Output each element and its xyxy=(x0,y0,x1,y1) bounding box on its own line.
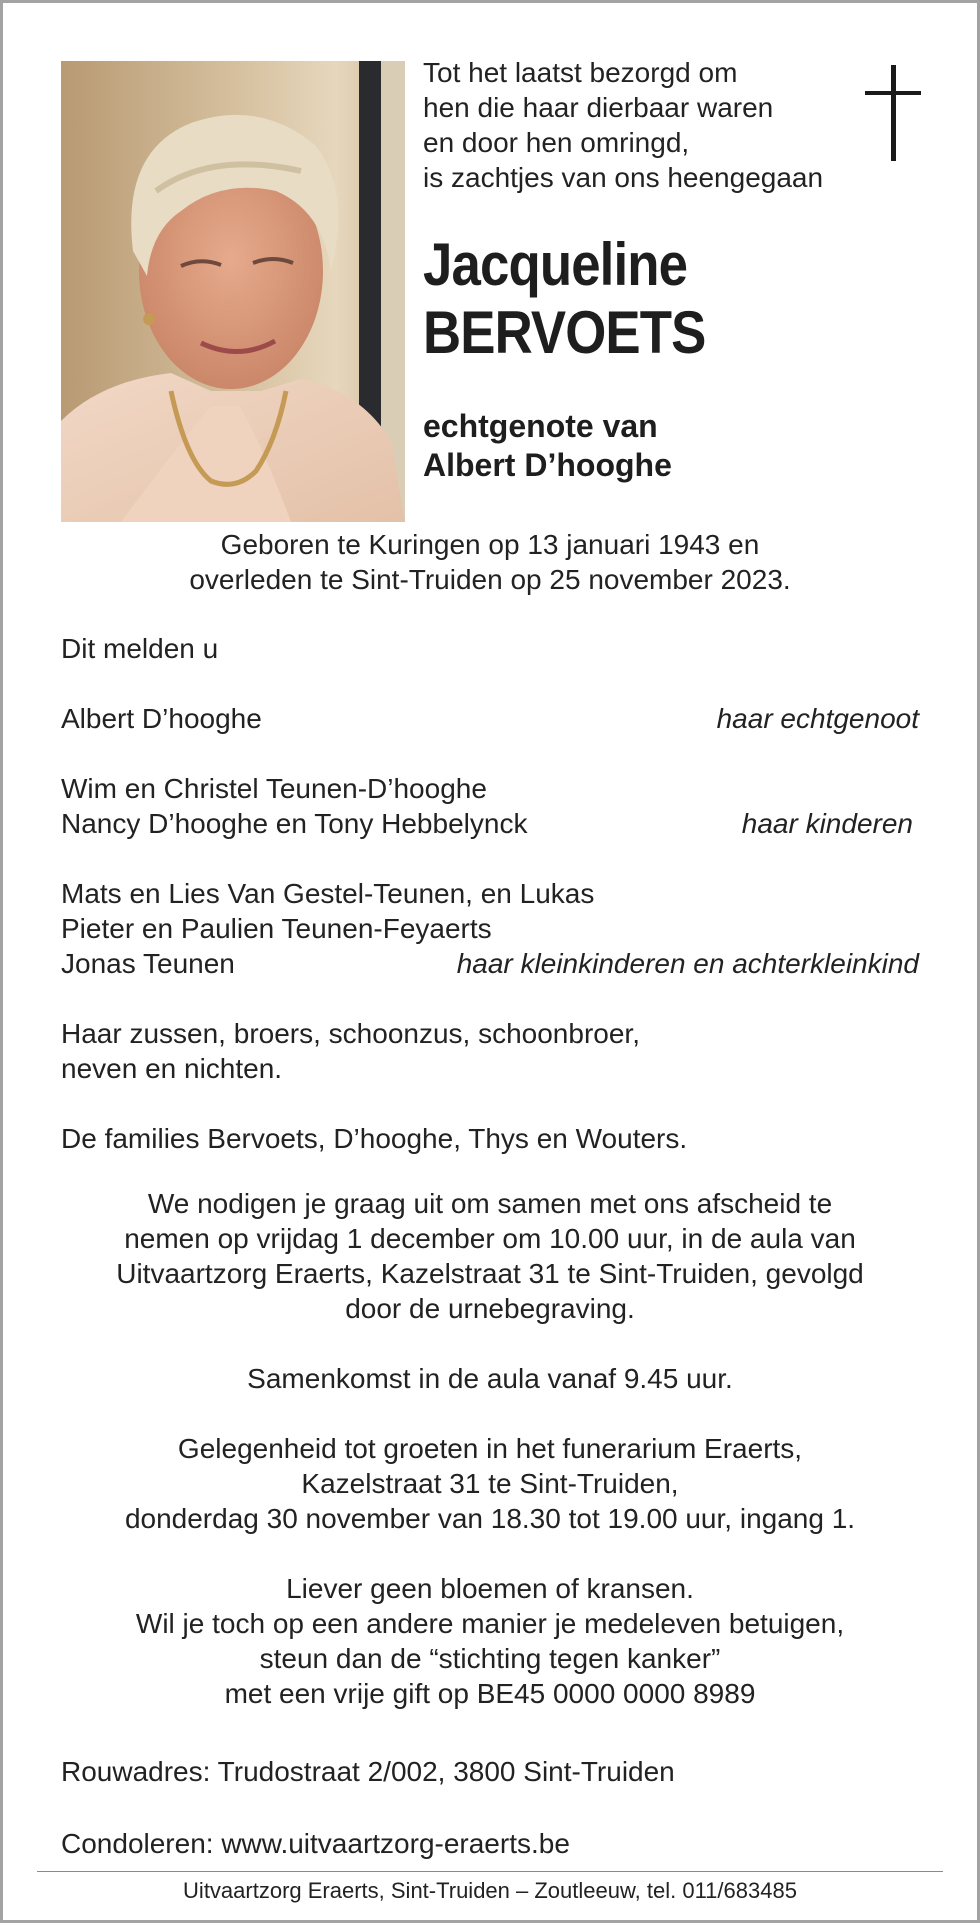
first-name: Jacqueline xyxy=(423,231,688,298)
ceremony-line: door de urnebegraving. xyxy=(345,1293,635,1324)
visitation-line: donderdag 30 november van 18.30 tot 19.00 uur, ingang 1. xyxy=(124,1503,856,1534)
portrait-image xyxy=(61,61,405,522)
families-line: De families Bervoets, D’hooghe, Thys en Wouters. xyxy=(61,1123,688,1154)
visitation-line: Kazelstraat 31 te Sint-Truiden, xyxy=(301,1468,679,1499)
poem-line: hen die haar dierbaar waren xyxy=(423,92,774,123)
portrait-photo xyxy=(61,61,405,522)
latin-cross-icon xyxy=(865,65,921,161)
gathering-line: Samenkomst in de aula vanaf 9.45 uur. xyxy=(247,1363,733,1394)
visitation-line: Gelegenheid tot groeten in het funerarium Eraerts, xyxy=(177,1433,803,1464)
birth-line: Geboren te Kuringen op 13 januari 1943 en xyxy=(220,529,760,560)
children-relation: haar kinderen xyxy=(741,808,913,839)
footer-divider xyxy=(37,1871,943,1872)
flowers-line: steun dan de “stichting tegen kanker” xyxy=(259,1643,721,1674)
death-line: overleden te Sint-Truiden op 25 november 2023. xyxy=(189,564,791,595)
intro-text: Dit melden u xyxy=(61,633,219,664)
flowers-line: Wil je toch op een andere manier je medeleven betuigen, xyxy=(135,1608,845,1639)
grandchild-name: Mats en Lies Van Gestel-Teunen, en Lukas xyxy=(61,878,595,909)
flowers-line: met een vrije gift op BE45 0000 0000 8989 xyxy=(224,1678,756,1709)
poem-line: Tot het laatst bezorgd om xyxy=(423,57,738,88)
poem-line: en door hen omringd, xyxy=(423,127,690,158)
last-name: BERVOETS xyxy=(423,299,706,366)
grandchildren-relation: haar kleinkinderen en achterkleinkind xyxy=(456,948,919,979)
grandchild-name: Pieter en Paulien Teunen-Feyaerts xyxy=(61,913,492,944)
siblings-line: Haar zussen, broers, schoonzus, schoonbroer, xyxy=(61,1018,640,1049)
ceremony-line: Uitvaartzorg Eraerts, Kazelstraat 31 te Sint-Truiden, gevolgd xyxy=(116,1258,864,1289)
flowers-line: Liever geen bloemen of kransen. xyxy=(286,1573,694,1604)
grandchild-name: Jonas Teunen xyxy=(61,948,235,979)
child-name: Wim en Christel Teunen-D’hooghe xyxy=(61,773,487,804)
spouse-info xyxy=(423,407,672,485)
poem-line: is zachtjes van ons heengegaan xyxy=(423,162,824,193)
child-name: Nancy D’hooghe en Tony Hebbelynck xyxy=(61,808,528,839)
husband-relation: haar echtgenoot xyxy=(716,703,919,734)
siblings-line: neven en nichten. xyxy=(61,1053,283,1084)
condolences-link[interactable]: Condoleren: www.uitvaartzorg-eraerts.be xyxy=(61,1828,570,1859)
spouse-line-2: Albert D’hooghe xyxy=(423,447,672,483)
spouse-line-1: echtgenote van xyxy=(423,408,658,444)
footer-text: Uitvaartzorg Eraerts, Sint-Truiden – Zoutleeuw, tel. 011/683485 xyxy=(183,1878,797,1903)
mourning-address: Rouwadres: Trudostraat 2/002, 3800 Sint-Truiden xyxy=(61,1756,675,1787)
husband-name: Albert D’hooghe xyxy=(61,703,262,734)
ceremony-line: nemen op vrijdag 1 december om 10.00 uur, in de aula van xyxy=(124,1223,856,1254)
ceremony-line: We nodigen je graag uit om samen met ons afscheid te xyxy=(147,1188,833,1219)
memorial-poem xyxy=(423,55,883,195)
deceased-name xyxy=(423,231,705,367)
